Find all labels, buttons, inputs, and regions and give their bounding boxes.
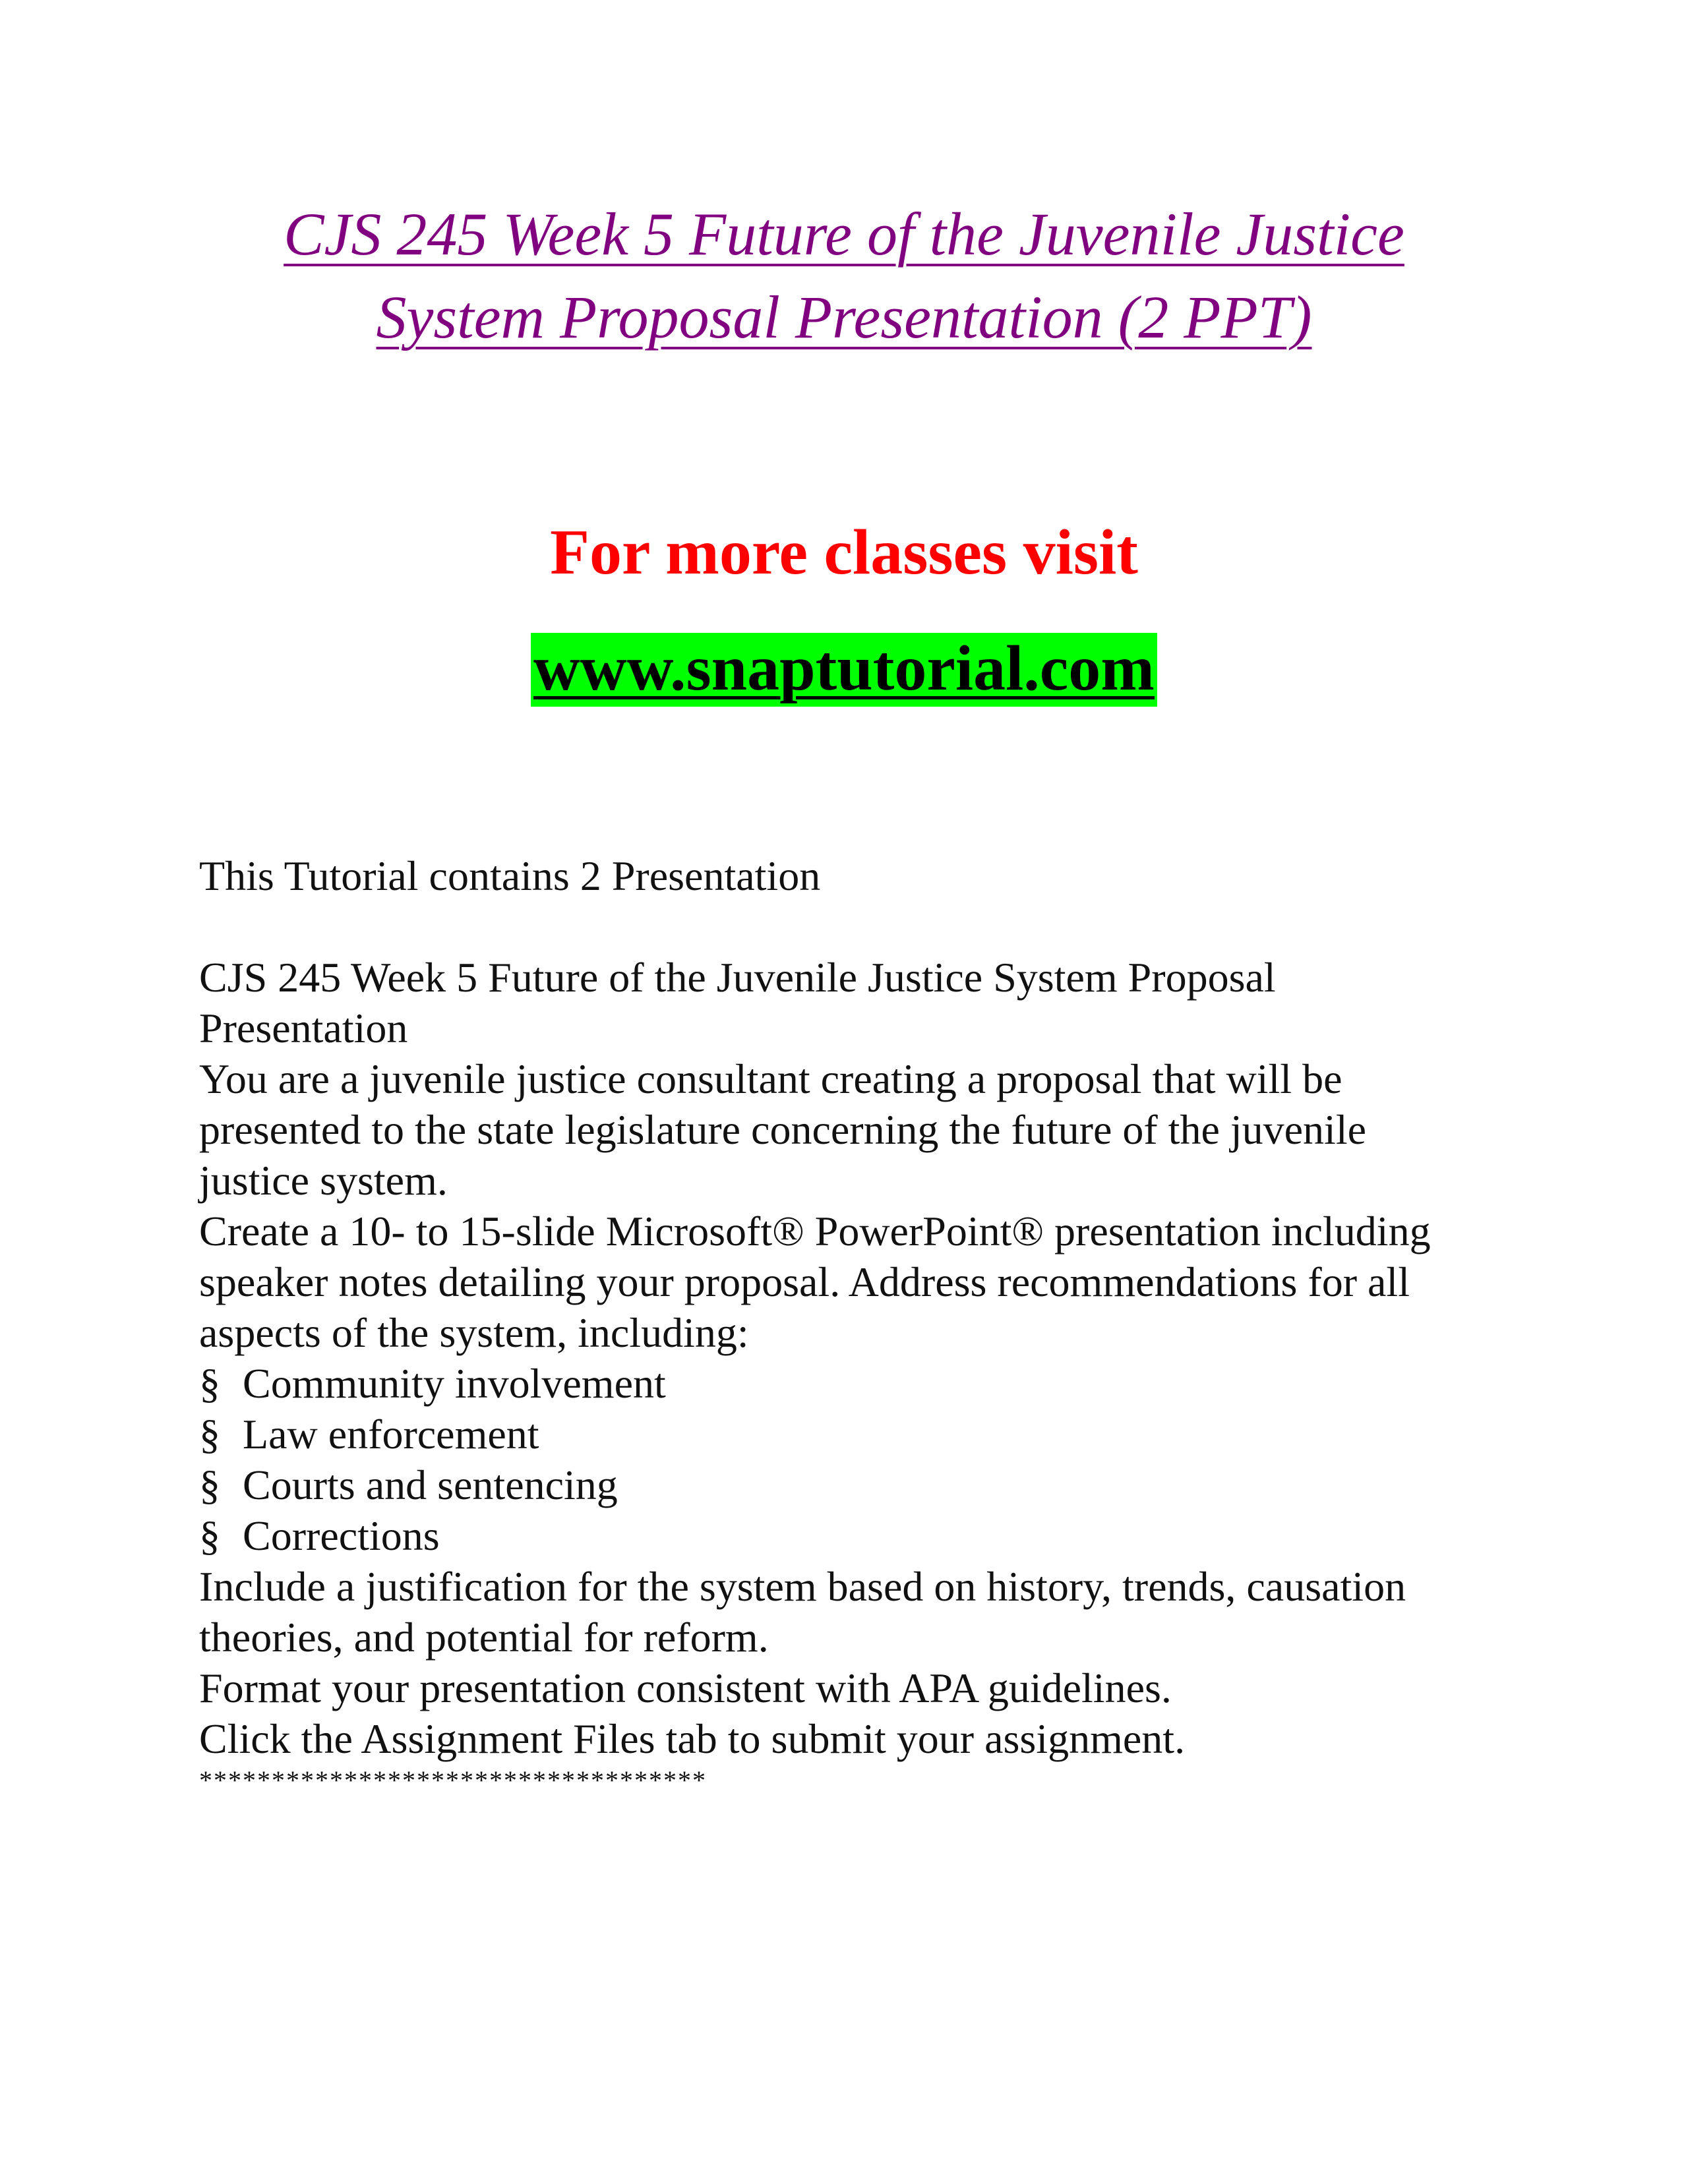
document-title: [0, 192, 1688, 359]
description-line: presented to the state legislature concerning the future of the juvenile: [199, 1106, 1366, 1153]
section-sign-bullet-icon: §: [199, 1360, 220, 1407]
description-line: Create a 10- to 15-slide Microsoft® PowerPoint® presentation including: [199, 1208, 1431, 1254]
bullet-item: [199, 1358, 1518, 1409]
description-line: Presentation: [199, 1005, 408, 1051]
bullet-text: Community involvement: [243, 1360, 666, 1407]
intro-text: This Tutorial contains 2 Presentation: [199, 852, 821, 899]
closing-line: Format your presentation consistent with APA guidelines.: [199, 1665, 1172, 1711]
description-line: justice system.: [199, 1157, 448, 1204]
bullet-item: [199, 1409, 1518, 1460]
section-sign-bullet-icon: §: [199, 1411, 220, 1458]
promo-heading: For more classes visit: [550, 517, 1138, 588]
section-sign-bullet-icon: §: [199, 1461, 220, 1508]
bullet-text: Courts and sentencing: [243, 1461, 618, 1508]
assignment-description: [199, 952, 1518, 1796]
website-link[interactable]: www.snaptutorial.com: [531, 633, 1157, 707]
description-line: You are a juvenile justice consultant creating a proposal that will be: [199, 1055, 1342, 1102]
closing-line: Include a justification for the system based on history, trends, causation: [199, 1563, 1406, 1610]
description-line: aspects of the system, including:: [199, 1309, 749, 1356]
closing-line: theories, and potential for reform.: [199, 1614, 769, 1661]
section-sign-bullet-icon: §: [199, 1512, 220, 1559]
bullet-text: Corrections: [243, 1512, 440, 1559]
description-line: speaker notes detailing your proposal. Address recommendations for all: [199, 1258, 1410, 1305]
bullet-text: Law enforcement: [243, 1411, 539, 1458]
website-link-container: [0, 633, 1688, 707]
title-link-line-1[interactable]: CJS 245 Week 5 Future of the Juvenile Justice: [284, 200, 1404, 268]
description-line: CJS 245 Week 5 Future of the Juvenile Justice System Proposal: [199, 954, 1276, 1001]
title-link-line-2[interactable]: System Proposal Presentation (2 PPT): [376, 283, 1312, 351]
bullet-item: [199, 1510, 1518, 1561]
closing-line: Click the Assignment Files tab to submit your assignment.: [199, 1715, 1186, 1762]
bullet-item: [199, 1460, 1518, 1510]
separator-line: ***********************************: [199, 1765, 707, 1795]
